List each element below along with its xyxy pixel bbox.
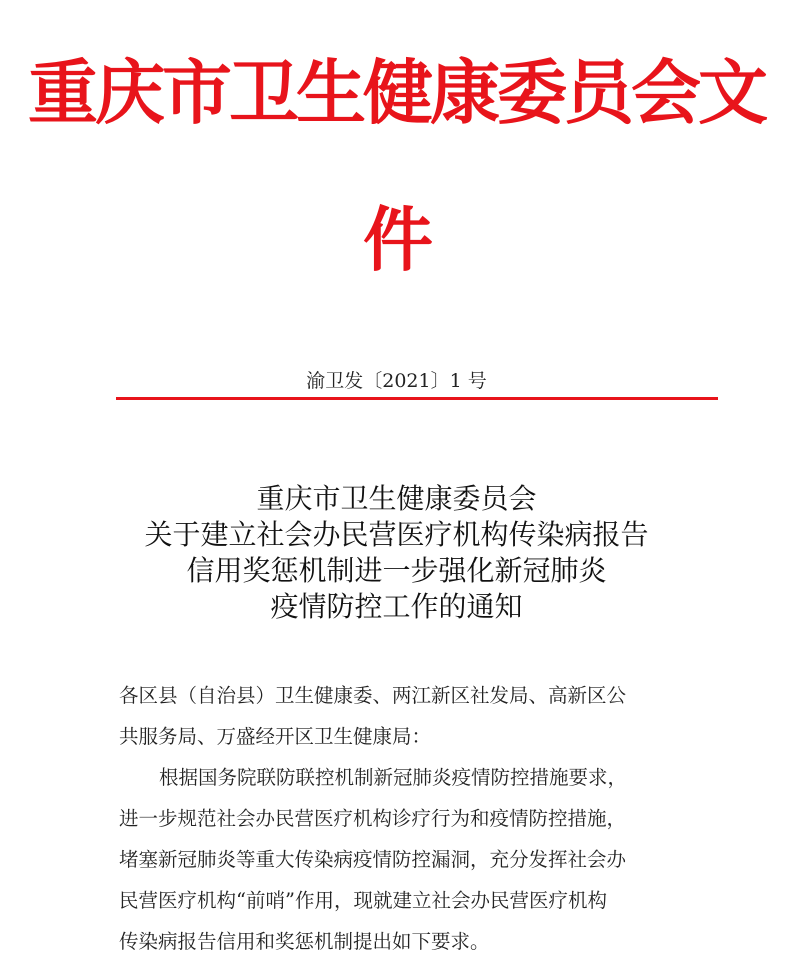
notice-title-line3: 信用奖惩机制进一步强化新冠肺炎 [186,554,607,587]
paragraph1-line3: 堵塞新冠肺炎等重大传染病疫情防控漏洞，充分发挥社会办 [119,848,627,871]
notice-title-line4: 疫情防控工作的通知 [270,590,523,623]
document-number: 渝卫发〔2021〕1 号 [306,370,487,392]
addressee-line2: 共服务局、万盛经开区卫生健康局： [119,725,432,748]
notice-title-line1: 重庆市卫生健康委员会 [256,482,537,515]
red-divider-line [116,397,718,400]
paragraph1-line2: 进一步规范社会办民营医疗机构诊疗行为和疫情防控措施， [119,807,627,830]
paragraph1-line4: 民营医疗机构“前哨”作用，现就建立社会办民营医疗机构 [119,889,607,912]
masthead-title-line2: 件 [363,199,430,281]
notice-body [119,675,679,962]
paragraph1-line5: 传染病报告信用和奖惩机制提出如下要求。 [119,930,490,953]
notice-title [0,481,793,625]
addressee-line1: 各区县（自治县）卫生健康委、两江新区社发局、高新区公 [119,684,627,707]
masthead-title-line1: 重庆市卫生健康委员会文 [28,52,765,134]
notice-title-line2: 关于建立社会办民营医疗机构传染病报告 [144,518,649,551]
paragraph1-line1: 根据国务院联防联控机制新冠肺炎疫情防控措施要求， [159,766,628,789]
